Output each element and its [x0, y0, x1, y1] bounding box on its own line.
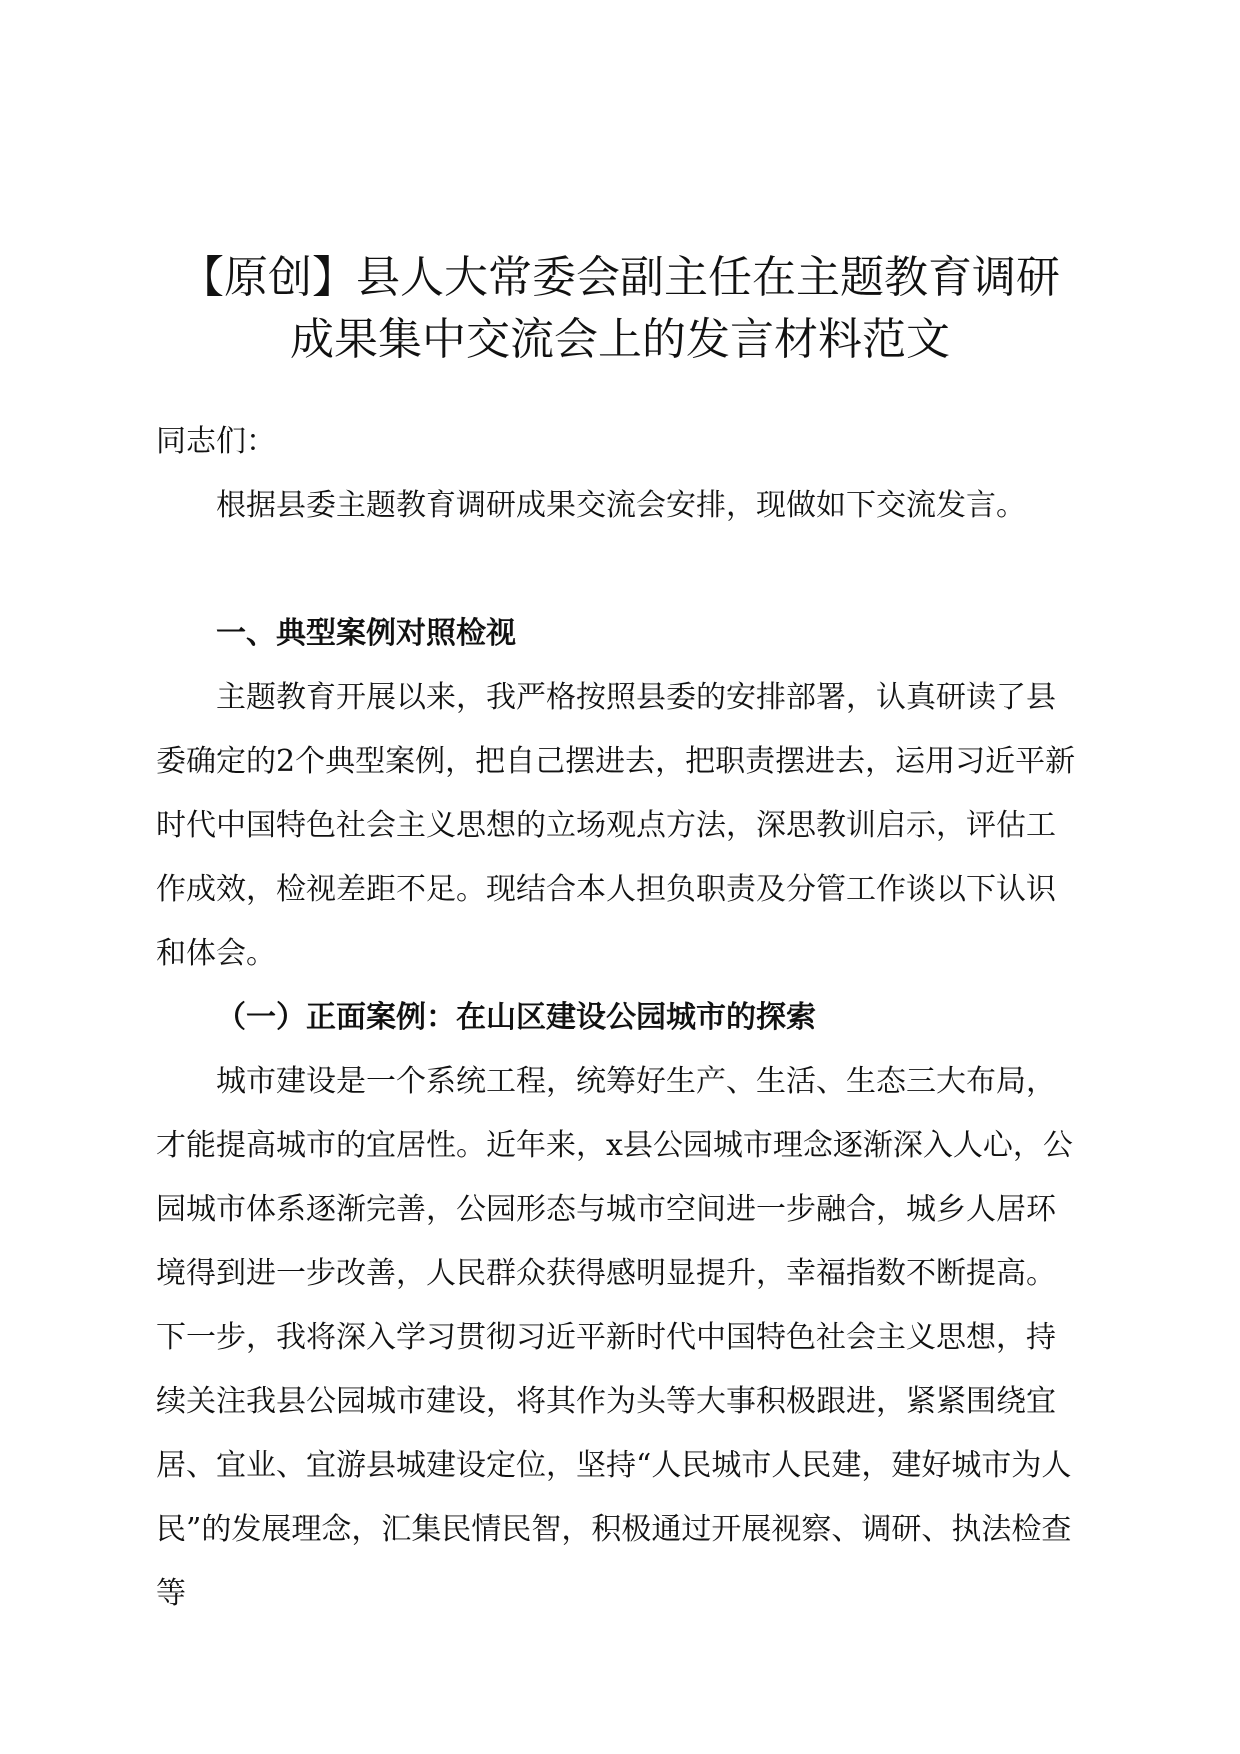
- subsection-heading-positive-case: （一）正面案例：在山区建设公园城市的探索: [216, 1000, 816, 1035]
- section-heading-typical-cases: 一、典型案例对照检视: [216, 616, 516, 651]
- intro-paragraph: 根据县委主题教育调研成果交流会安排，现做如下交流发言。: [216, 488, 1026, 523]
- document-title-line-2: 成果集中交流会上的发言材料范文: [290, 314, 950, 365]
- document-title-line-1: 【原创】县人大常委会副主任在主题教育调研: [180, 252, 1060, 303]
- salutation: 同志们：: [156, 424, 276, 459]
- subsection-1-paragraph: 城市建设是一个系统工程，统筹好生产、生活、生态三大布局，才能提高城市的宜居性。近年来，x县公园城市理念逐渐深入人心，公园城市体系逐渐完善，公园形态与城市空间进一步融合，城乡人居环境得到进一步改善，人民群众获得感明显提升，幸福指数不断提高。下一步，我将深入学习贯彻习近平新时代中国特色社会主义思想，持续关注我县公园城市建设，将其作为头等大事积极跟进，紧紧围绕宜居、宜业、宜游县城建设定位，坚持“人民城市人民建，建好城市为人民”的发展理念，汇集民情民智，积极通过开展视察、调研、执法检查等: [156, 1064, 1073, 1611]
- section-1-paragraph: 主题教育开展以来，我严格按照县委的安排部署，认真研读了县委确定的2个典型案例，把自己摆进去，把职责摆进去，运用习近平新时代中国特色社会主义思想的立场观点方法，深思教训启示，评估工作成效，检视差距不足。现结合本人担负职责及分管工作谈以下认识和体会。: [156, 680, 1076, 971]
